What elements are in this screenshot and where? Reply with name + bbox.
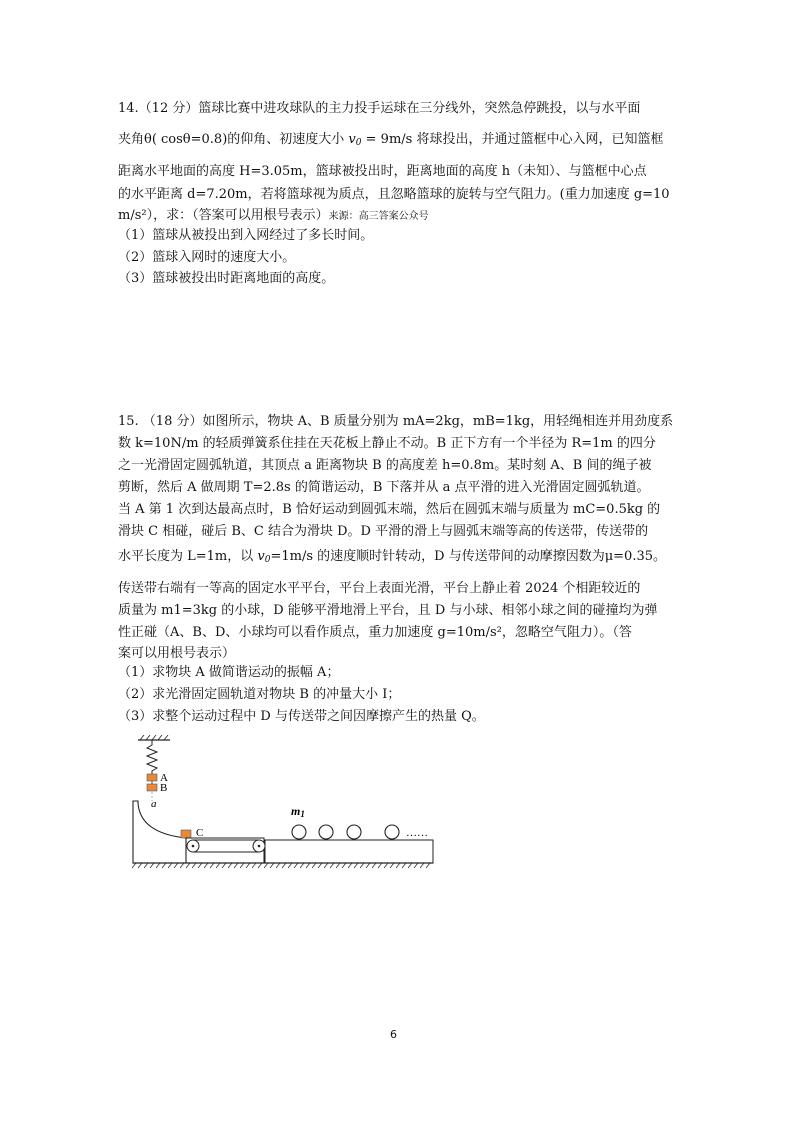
- q15-line-9: 质量为 m1=3kg 的小球，D 能够平滑地滑上平台，且 D 与小球、相邻小球之间的碰撞均为弹: [118, 603, 658, 618]
- ground-hatch-mark: [300, 863, 304, 868]
- block-a: [147, 774, 157, 781]
- ground-hatch-mark: [270, 863, 274, 868]
- label-point-a: a: [151, 798, 157, 810]
- ground-hatch-mark: [330, 863, 334, 868]
- q14-line-1: 14.（12 分）篮球比赛中进攻球队的主力投手运球在三分线外，突然急停跳投，以与水平面: [118, 101, 641, 116]
- q15-line-11: 案可以用根号表示）: [118, 646, 236, 661]
- q14-line-4: 的水平距离 d=7.20m，若将篮球视为质点，且忽略篮球的旋转与空气阻力。(重力加速度 g=10: [118, 187, 670, 202]
- q14-line-5-a: m/s²），求：（答案可以用根号表示）: [118, 208, 329, 223]
- q14-line-5: [118, 204, 678, 223]
- q14-line-2-a: 夹角θ( cosθ=0.8)的仰角、初速度大小: [118, 132, 349, 147]
- q15-line-8: 传送带右端有一等高的固定水平平台，平台上表面光滑，平台上静止着 2024 个相距较近的: [118, 581, 641, 596]
- ground-hatch-mark: [324, 863, 328, 868]
- ground-hatch-mark: [378, 863, 382, 868]
- ground-hatch-mark: [228, 863, 232, 868]
- q15-line-2: 数 k=10N/m 的轻质弹簧系住挂在天花板上静止不动。B 正下方有一个半径为 R=1m 的四分: [118, 436, 656, 451]
- q15-line-6: 滑块 C 相碰，碰后 B、C 结合为滑块 D。D 平滑的滑上与圆弧末端等高的传送带，传送带的: [118, 524, 649, 539]
- q14-source-note: 来源：高三答案公众号: [328, 211, 429, 222]
- belt-left-axle: [192, 845, 195, 848]
- arc-track: [133, 801, 186, 863]
- ground-hatch-mark: [414, 863, 418, 868]
- belt-right-axle: [258, 845, 261, 848]
- q14-line-2: [118, 128, 678, 148]
- ball: [319, 825, 333, 839]
- q15-item-1: （1）求物块 A 做简谐运动的振幅 A；: [118, 665, 340, 680]
- ground-hatch-mark: [306, 863, 310, 868]
- ground-hatch-mark: [246, 863, 250, 868]
- label-m1: m1: [291, 804, 305, 819]
- ground-hatch-mark: [240, 863, 244, 868]
- ground-hatch-mark: [408, 863, 412, 868]
- ground-hatch-mark: [252, 863, 256, 868]
- ball: [292, 825, 306, 839]
- q15-item-2: （2）求光滑固定圆轨道对物块 B 的冲量大小 I；: [118, 687, 401, 702]
- ground-hatch-mark: [318, 863, 322, 868]
- q15-line-4: 剪断，然后 A 做周期 T=2.8s 的简谐运动，B 下落并从 a 点平滑的进入光滑固定圆弧轨道。: [118, 480, 650, 495]
- q15-line-3: 之一光滑固定圆弧轨道，其顶点 a 距离物块 B 的高度差 h=0.8m。某时刻 A、B 间的绳子被: [118, 458, 652, 473]
- ground-hatch-mark: [288, 863, 292, 868]
- ground-hatch-mark: [234, 863, 238, 868]
- ground-hatch-mark: [132, 863, 136, 868]
- ground-hatch-mark: [144, 863, 148, 868]
- ground-hatch-mark: [396, 863, 400, 868]
- q15-line-7-b: =1m/s 的速度顺时针转动，D 与传送带间的动摩擦因数为μ=0.35。: [270, 549, 667, 564]
- q14-item-3: （3）篮球被投出时距离地面的高度。: [118, 271, 335, 286]
- physics-diagram: [128, 735, 438, 875]
- ground-hatch-mark: [258, 863, 262, 868]
- ground-hatch-mark: [276, 863, 280, 868]
- page-number: 6: [390, 1028, 397, 1041]
- ground-hatch-mark: [216, 863, 220, 868]
- q14-line-2-b: = 9m/s 将球投出，并通过篮框中心入网，已知篮框: [361, 132, 664, 147]
- ground-hatch-mark: [198, 863, 202, 868]
- q15-line-10: 性正碰（A、B、D、小球均可以看作质点，重力加速度 g=10m/s²，忽略空气阻力）。（答: [118, 625, 632, 640]
- ground-hatch-mark: [360, 863, 364, 868]
- ground-hatch-mark: [390, 863, 394, 868]
- q15-line-1: 15. （18 分）如图所示，物块 A、B 质量分别为 mA=2kg，mB=1kg，用轻绳相连并用劲度系: [118, 414, 674, 429]
- ground-hatch-mark: [174, 863, 178, 868]
- q14-item-2: （2）篮球入网时的速度大小。: [118, 250, 296, 265]
- spring: [147, 740, 157, 774]
- block-c: [181, 830, 191, 838]
- ground-hatch-mark: [294, 863, 298, 868]
- ellipsis: ……: [406, 827, 428, 839]
- ground-hatch-mark: [342, 863, 346, 868]
- ground-hatch-mark: [138, 863, 142, 868]
- ground-hatch-mark: [264, 863, 268, 868]
- q14-item-1: （1）篮球从被投出到入网经过了多长时间。: [118, 228, 374, 243]
- ball: [385, 825, 399, 839]
- q15-item-3: （3）求整个运动过程中 D 与传送带之间因摩擦产生的热量 Q。: [118, 709, 485, 724]
- ground-hatch-mark: [162, 863, 166, 868]
- ground-hatch-mark: [204, 863, 208, 868]
- ground-hatch-mark: [312, 863, 316, 868]
- ground-hatch-mark: [180, 863, 184, 868]
- ground-hatch-mark: [210, 863, 214, 868]
- ground-hatch-mark: [150, 863, 154, 868]
- q15-line-7: [118, 545, 678, 565]
- ground-hatch-mark: [192, 863, 196, 868]
- platform: [265, 840, 433, 863]
- ground-hatch-mark: [372, 863, 376, 868]
- v0-symbol-2: $v_0$: [257, 549, 271, 565]
- q14-line-3: 距离水平地面的高度 H=3.05m，篮球被投出时，距离地面的高度 h（未知）、与篮框中心点: [118, 164, 647, 179]
- ground-hatch-mark: [426, 863, 430, 868]
- ground-hatch-mark: [366, 863, 370, 868]
- ball: [347, 825, 361, 839]
- q15-line-5: 当 A 第 1 次到达最高点时，B 恰好运动到圆弧末端，然后在圆弧末端与质量为 mC=0.5kg 的: [118, 502, 661, 517]
- ground-hatch: [132, 863, 430, 868]
- ground-hatch-mark: [420, 863, 424, 868]
- ground-hatch-mark: [222, 863, 226, 868]
- ground-hatch-mark: [336, 863, 340, 868]
- ground-hatch-mark: [186, 863, 190, 868]
- ground-hatch-mark: [348, 863, 352, 868]
- ground-hatch-mark: [282, 863, 286, 868]
- block-b: [147, 784, 157, 791]
- q15-line-7-a: 水平长度为 L=1m，以: [118, 549, 258, 564]
- ground-hatch-mark: [384, 863, 388, 868]
- v0-symbol: $v_0$: [348, 132, 362, 148]
- label-c-block: C: [196, 827, 204, 839]
- ground-hatch-mark: [168, 863, 172, 868]
- label-a-block: A: [160, 772, 168, 784]
- ground-hatch-mark: [156, 863, 160, 868]
- ground-hatch-mark: [354, 863, 358, 868]
- ground-hatch-mark: [402, 863, 406, 868]
- ceiling-hatch: [140, 735, 168, 740]
- label-b-block: B: [160, 782, 168, 794]
